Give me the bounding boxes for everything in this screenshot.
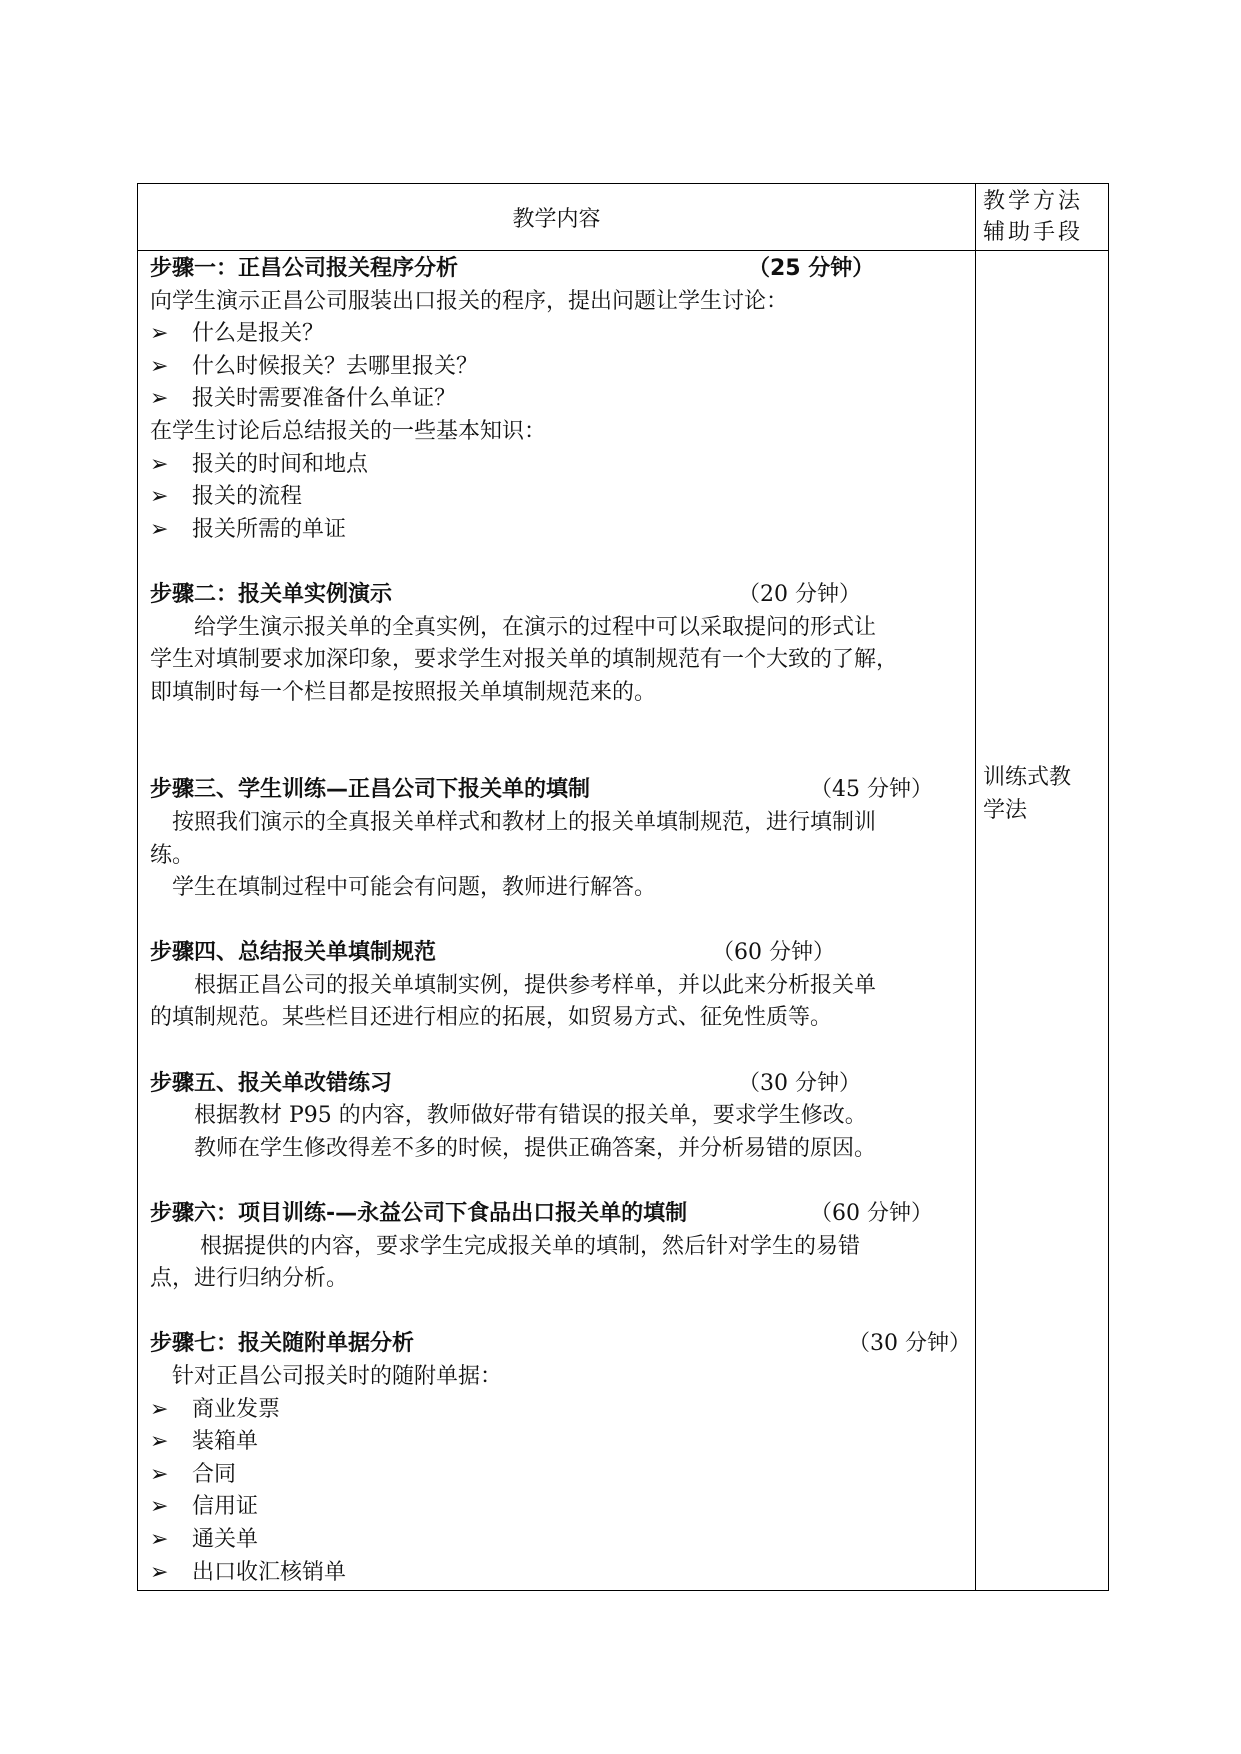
text-line: 针对正昌公司报关时的随附单据：	[172, 1364, 503, 1389]
bullet-icon: ➢	[150, 321, 169, 347]
bullet-icon: ➢	[150, 1494, 169, 1520]
bullet-icon: ➢	[150, 516, 169, 542]
list-item: ➢ 通关单	[150, 1524, 970, 1557]
lesson-table	[137, 183, 1109, 1591]
step-duration: （30 分钟）	[848, 1331, 971, 1357]
list-item: ➢ 报关的时间和地点	[150, 449, 970, 482]
text-line: 练。	[150, 842, 195, 868]
step-duration: （30 分钟）	[738, 1070, 861, 1096]
list-item: ➢ 什么是报关？	[150, 318, 970, 351]
text-line: 根据正昌公司的报关单填制实例，提供参考样单，并以此来分析报关单	[194, 972, 877, 998]
bullet-icon: ➢	[150, 1526, 169, 1552]
text-line: 根据提供的内容，要求学生完成报关单的填制，然后针对学生的易错	[200, 1233, 861, 1259]
text-line: 根据教材 P95 的内容，教师做好带有错误的报关单，要求学生修改。	[194, 1103, 867, 1129]
header-method-line1: 教学方法	[983, 189, 1084, 214]
text-line: 教师在学生修改得差不多的时候，提供正确答案，并分析易错的原因。	[194, 1135, 877, 1161]
text-line: 按照我们演示的全真报关单样式和教材上的报关单填制规范，进行填制训	[172, 809, 877, 835]
text-line: 学生在填制过程中可能会有问题，教师进行解答。	[172, 875, 657, 901]
bullet-icon: ➢	[150, 1461, 169, 1487]
step-duration: （25 分钟）	[748, 256, 875, 281]
column-divider	[975, 184, 976, 1590]
header-method-title	[983, 184, 1108, 250]
text-line: 即填制时每一个栏目都是按照报关单填制规范来的。	[150, 679, 657, 705]
step-title: 步骤五、报关单改错练习 （30 分钟）	[150, 1068, 970, 1101]
text-line: 点，进行归纳分析。	[150, 1266, 349, 1292]
list-item: ➢ 合同	[150, 1459, 970, 1492]
step-duration: （60 分钟）	[712, 940, 835, 966]
text-line: 给学生演示报关单的全真实例，在演示的过程中可以采取提问的形式让	[194, 614, 877, 640]
header-content-title: 教学内容	[512, 206, 601, 232]
bullet-icon: ➢	[150, 386, 169, 412]
step-title: 步骤三、学生训练—正昌公司下报关单的填制 （45 分钟）	[150, 774, 970, 807]
text-line: 学生对填制要求加深印象，要求学生对报关单的填制规范有一个大致的了解，	[150, 647, 899, 673]
method-line2: 学法	[983, 797, 1028, 823]
list-item: ➢ 什么时候报关？去哪里报关？	[150, 351, 970, 384]
list-item: ➢ 报关所需的单证	[150, 514, 970, 547]
text-line: 在学生讨论后总结报关的一些基本知识：	[150, 418, 547, 444]
list-item: ➢ 出口收汇核销单	[150, 1557, 970, 1590]
bullet-icon: ➢	[150, 1559, 169, 1585]
step-duration: （20 分钟）	[738, 581, 861, 607]
header-divider	[138, 250, 1108, 251]
list-item: ➢ 商业发票	[150, 1394, 970, 1427]
step-title: 步骤七：报关随附单据分析 （30 分钟）	[150, 1328, 970, 1361]
header-method-line2: 辅助手段	[983, 220, 1084, 245]
step-title: 步骤六：项目训练-—永益公司下食品出口报关单的填制 （60 分钟）	[150, 1198, 970, 1231]
text-line: 向学生演示正昌公司服装出口报关的程序，提出问题让学生讨论：	[150, 288, 789, 314]
bullet-icon: ➢	[150, 353, 169, 379]
bullet-icon: ➢	[150, 1429, 169, 1455]
content-cell	[150, 253, 970, 1589]
text-line: 的填制规范。某些栏目还进行相应的拓展，如贸易方式、征免性质等。	[150, 1005, 833, 1031]
step-title: 步骤二：报关单实例演示 （20 分钟）	[150, 579, 970, 612]
step-duration: （60 分钟）	[810, 1201, 933, 1227]
step-duration: （45 分钟）	[810, 777, 933, 803]
bullet-icon: ➢	[150, 1396, 169, 1422]
list-item: ➢ 信用证	[150, 1491, 970, 1524]
step-title: 步骤四、总结报关单填制规范 （60 分钟）	[150, 937, 970, 970]
list-item: ➢ 报关时需要准备什么单证？	[150, 383, 970, 416]
bullet-icon: ➢	[150, 451, 169, 477]
list-item: ➢ 装箱单	[150, 1426, 970, 1459]
method-line1: 训练式教	[983, 765, 1072, 790]
method-cell	[983, 762, 1108, 827]
step-title: 步骤一：正昌公司报关程序分析 （25 分钟）	[150, 253, 970, 286]
list-item: ➢ 报关的流程	[150, 481, 970, 514]
bullet-icon: ➢	[150, 484, 169, 510]
